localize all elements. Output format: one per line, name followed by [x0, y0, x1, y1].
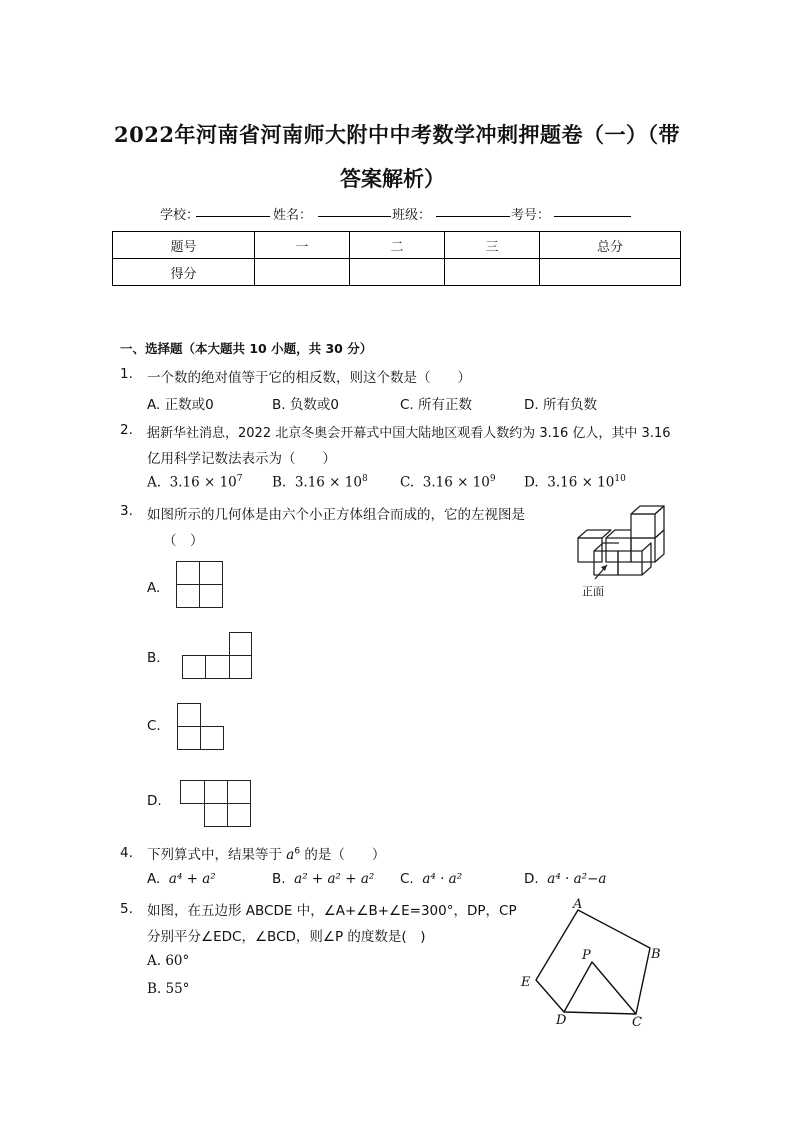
- question-stem: 一个数的绝对值等于它的相反数，则这个数是（ ）: [147, 370, 471, 386]
- page-title-line1: 2022年河南省河南师大附中中考数学冲刺押题卷（一）（带: [114, 122, 680, 147]
- square-cell: [176, 584, 200, 608]
- question-number: 4.: [120, 845, 133, 861]
- question-number: 3.: [120, 503, 133, 519]
- option-b[interactable]: B. 55°: [147, 981, 190, 997]
- question-number: 1.: [120, 366, 133, 382]
- name-label: 姓名：: [273, 208, 313, 223]
- question-stem: 如图，在五边形 ABCDE 中，∠A+∠B+∠E=300°，DP，CP: [147, 903, 517, 919]
- square-cell: [227, 780, 251, 804]
- vertex-label: B: [651, 947, 661, 962]
- option-expr: a⁴ · a²: [422, 871, 463, 887]
- number-field[interactable]: [554, 204, 631, 217]
- option-value: 3.16 × 10: [169, 474, 237, 491]
- vertex-label: A: [573, 897, 583, 912]
- pentagon-shape: [536, 910, 650, 1014]
- option-c[interactable]: [400, 871, 462, 887]
- exponent: 10: [614, 474, 626, 484]
- exponent: 8: [361, 474, 368, 484]
- option-a[interactable]: A.: [147, 580, 161, 596]
- class-field[interactable]: [436, 204, 510, 217]
- option-label: D.: [524, 871, 539, 887]
- option-d[interactable]: [524, 871, 606, 887]
- score-input[interactable]: [255, 259, 350, 286]
- table-cell: 总分: [540, 232, 681, 259]
- option-label: B.: [272, 871, 286, 887]
- vertex-label: P: [582, 948, 591, 963]
- square-cell: [199, 584, 223, 608]
- option-b[interactable]: B. 负数或0: [272, 397, 339, 413]
- option-d[interactable]: [524, 474, 626, 491]
- score-input[interactable]: [445, 259, 540, 286]
- stem-text: 的是（ ）: [300, 847, 386, 863]
- square-cell: [200, 726, 224, 750]
- square-cell: [227, 803, 251, 827]
- class-label: 班级：: [392, 208, 432, 223]
- option-expr: a⁴ + a²: [168, 871, 216, 887]
- square-cell: [177, 726, 201, 750]
- exponent: 9: [489, 474, 496, 484]
- question-stem: [147, 843, 385, 863]
- front-label: 正面: [582, 585, 604, 598]
- option-a[interactable]: A. 正数或0: [147, 397, 214, 413]
- option-value: 3.16 × 10: [294, 474, 362, 491]
- question-stem: 分别平分∠EDC，∠BCD，则∠P 的度数是( ): [147, 929, 426, 945]
- option-c[interactable]: C.: [147, 718, 161, 734]
- question-number: 5.: [120, 901, 133, 917]
- score-table: [112, 231, 681, 286]
- school-field[interactable]: [196, 204, 270, 217]
- option-b[interactable]: B.: [147, 650, 161, 666]
- option-a[interactable]: A. 60°: [147, 953, 190, 969]
- table-cell: 题号: [113, 232, 255, 259]
- question-stem: 亿用科学记数法表示为（ ）: [147, 451, 336, 467]
- table-cell: 三: [445, 232, 540, 259]
- square-cell: [205, 655, 230, 679]
- option-value: 3.16 × 10: [422, 474, 490, 491]
- exponent: 7: [236, 474, 243, 484]
- vertex-label: C: [632, 1015, 642, 1030]
- table-row: [113, 232, 681, 259]
- square-cell: [229, 632, 252, 656]
- option-label: C.: [400, 871, 414, 887]
- square-cell: [204, 803, 228, 827]
- option-label: A.: [147, 871, 161, 887]
- question-stem: 如图所示的几何体是由六个小正方体组合而成的，它的左视图是: [147, 507, 525, 523]
- stem-text: 下列算式中，结果等于: [147, 847, 287, 863]
- square-cell: [177, 703, 201, 727]
- table-cell: 二: [350, 232, 445, 259]
- option-d[interactable]: D. 所有负数: [524, 397, 597, 413]
- vertex-label: D: [556, 1013, 567, 1028]
- vertex-label: E: [521, 975, 531, 990]
- option-c[interactable]: [400, 474, 496, 491]
- option-a[interactable]: [147, 474, 243, 491]
- score-input[interactable]: [540, 259, 681, 286]
- option-a[interactable]: [147, 871, 216, 887]
- question-number: 2.: [120, 422, 133, 438]
- name-field[interactable]: [318, 204, 391, 217]
- square-cell: [180, 780, 205, 804]
- option-label: B.: [272, 474, 287, 491]
- option-label: C.: [400, 474, 415, 491]
- table-cell: 得分: [113, 259, 255, 286]
- square-cell: [182, 655, 206, 679]
- school-label: 学校：: [160, 208, 200, 223]
- option-label: A.: [147, 474, 162, 491]
- bisector-lines: [564, 962, 636, 1014]
- square-cell: [176, 561, 200, 585]
- table-row: [113, 259, 681, 286]
- answer-paren: （ ）: [163, 533, 204, 549]
- square-cell: [199, 561, 223, 585]
- square-cell: [229, 655, 252, 679]
- option-label: D.: [524, 474, 539, 491]
- score-input[interactable]: [350, 259, 445, 286]
- exponent: 6: [294, 846, 301, 857]
- option-value: 3.16 × 10: [547, 474, 615, 491]
- option-expr: a⁴ · a²−a: [547, 871, 607, 887]
- section-heading: 一、选择题（本大题共 10 小题，共 30 分）: [120, 341, 373, 356]
- cubes-figure: [574, 503, 670, 599]
- table-cell: 一: [255, 232, 350, 259]
- option-b[interactable]: [272, 474, 368, 491]
- square-cell: [204, 780, 228, 804]
- question-stem: 据新华社消息，2022 北京冬奥会开幕式中国大陆地区观看人数约为 3.16 亿人，其中 3.16: [147, 426, 671, 441]
- pentagon-figure: [515, 895, 670, 1030]
- page-title-line2: 答案解析）: [340, 166, 445, 191]
- number-label: 考号：: [511, 208, 551, 223]
- option-d[interactable]: D.: [147, 793, 162, 809]
- option-c[interactable]: C. 所有正数: [400, 397, 473, 413]
- stem-variable: a: [286, 847, 295, 863]
- option-expr: a² + a² + a²: [294, 871, 375, 887]
- option-b[interactable]: [272, 871, 374, 887]
